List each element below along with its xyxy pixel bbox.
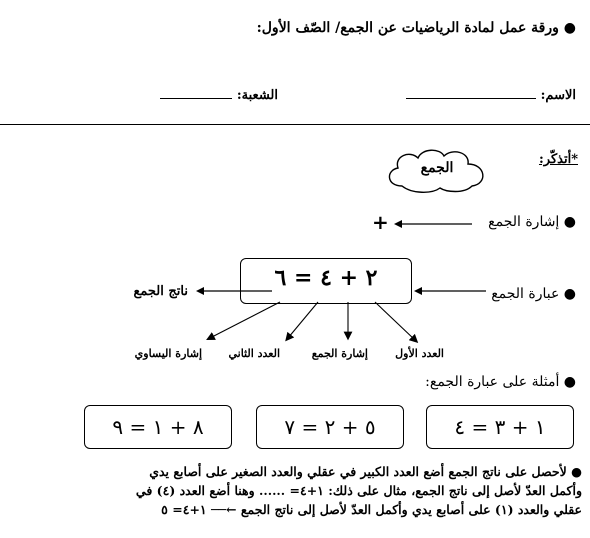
addition-sign-label: ● إشارة الجمع bbox=[488, 214, 576, 230]
example-equation-1: ١ + ٣ = ٤ bbox=[454, 415, 546, 439]
bullet-dot: ● bbox=[559, 286, 576, 302]
name-label: الاسم: bbox=[540, 88, 576, 103]
section-field bbox=[160, 86, 278, 103]
plus-symbol: + bbox=[372, 210, 389, 234]
example-equation-2: ٥ + ٢ = ٧ bbox=[284, 415, 376, 439]
part-label-first: العدد الأول bbox=[395, 347, 444, 360]
cloud-text: الجمع bbox=[420, 160, 454, 176]
paragraph-line-2: وأكمل العدّ لأصل إلى ناتج الجمع، مثال على ذلك: ١+٤= ...... وهنا أضع العدد (٤) في bbox=[135, 483, 582, 498]
arrow-left-icon bbox=[196, 285, 274, 297]
name-field bbox=[406, 86, 576, 103]
bullet-dot: ● bbox=[559, 214, 576, 230]
result-label: ناتج الجمع bbox=[133, 284, 188, 299]
section-label: الشعبة: bbox=[236, 88, 278, 103]
part-label-equals: إشارة اليساوي bbox=[134, 347, 202, 360]
instruction-paragraph bbox=[7, 462, 582, 519]
bullet-dot: ● bbox=[559, 374, 576, 390]
paragraph-line-3: عقلي والعدد (١) على أصابع يدي وأكمل العدّ لأصل إلى ناتج الجمع ←── ١+٤= ٥ bbox=[161, 502, 582, 517]
title-text: ورقة عمل لمادة الرياضيات عن الجمع/ الصّف الأول: bbox=[256, 20, 559, 36]
part-arrows bbox=[190, 300, 430, 346]
expression-label: ● عبارة الجمع bbox=[491, 286, 576, 302]
name-blank-line[interactable] bbox=[406, 86, 536, 99]
part-label-second: العدد الثاني bbox=[228, 347, 280, 360]
examples-title: ● أمثلة على عبارة الجمع: bbox=[425, 374, 576, 390]
bullet-dot: ● bbox=[558, 20, 576, 36]
arrow-left-icon bbox=[414, 285, 488, 297]
main-equation: ٢ + ٤ = ٦ bbox=[274, 265, 378, 291]
paragraph-line-1: ● لأحصل على ناتج الجمع أضع العدد الكبير في عقلي والعدد الصغير على أصابع يدي bbox=[149, 464, 582, 479]
example-equation-3: ٨ + ١ = ٩ bbox=[112, 415, 204, 439]
bullet-dot: ● bbox=[566, 464, 582, 479]
arrow-left-icon: ←── bbox=[211, 502, 237, 517]
arrow-left-icon bbox=[394, 218, 474, 230]
divider-line bbox=[0, 124, 590, 125]
remember-heading: *أتذكّر: bbox=[538, 152, 578, 167]
worksheet-title bbox=[257, 20, 576, 36]
part-label-sign: إشارة الجمع bbox=[311, 347, 368, 360]
section-blank-line[interactable] bbox=[160, 86, 232, 99]
